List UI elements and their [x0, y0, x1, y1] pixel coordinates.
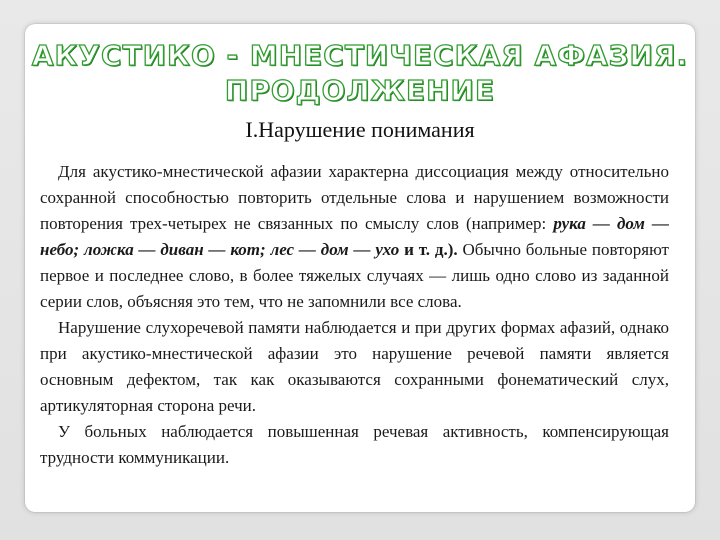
paragraph-1-text: Для акустико-мнестической афазии характерна диссоциация между относительно сохранной способностью повторить отдельные слова и нарушением возможности повторения трех-четырех не связанных по смыслу слов (например:: [40, 162, 669, 233]
paragraph-1: [40, 159, 669, 315]
slide-title-line2: ПРОДОЛЖЕНИЕ: [224, 74, 496, 107]
paragraph-3: У больных наблюдается повышенная речевая активность, компенсирующая трудности коммуникации.: [40, 422, 669, 467]
body-text: [40, 159, 669, 471]
word-examples: рука — дом — небо; ложка — диван — кот; лес — дом — ухо: [40, 214, 669, 259]
section-subtitle: I.Нарушение понимания: [245, 117, 475, 142]
examples-suffix: и т. д.).: [399, 240, 458, 259]
slide-title-line1: АКУСТИКО - МНЕСТИЧЕСКАЯ АФАЗИЯ.: [31, 39, 689, 72]
paragraph-2: Нарушение слухоречевой памяти наблюдается и при других формах афазий, однако при акустико-мнестической афазии это нарушение речевой памяти является основным дефектом, так как оказываются сохранными фонематический слух, артикуляторная сторона речи.: [40, 318, 669, 415]
paragraph-1-continuation: Обычно больные повторяют первое и последнее слово, в более тяжелых случаях — лишь одно слово из заданной серии слов, объясняя это тем, что не запомнили все слова.: [40, 240, 669, 311]
slide-title: [0, 38, 720, 108]
